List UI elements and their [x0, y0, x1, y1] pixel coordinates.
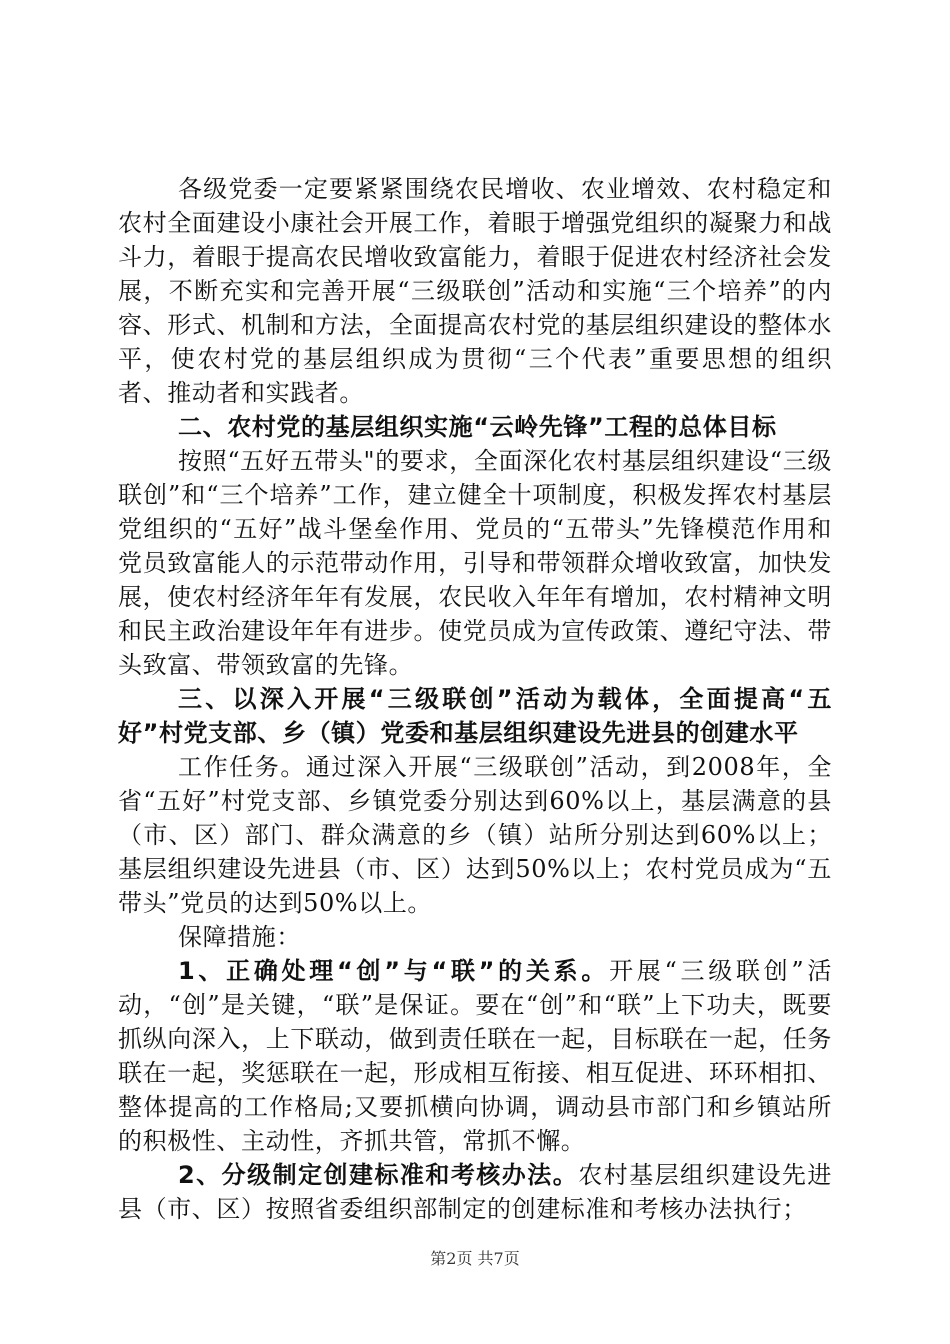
measure-2-body: 农村基层组织建设先进县（市、区）按照省委组织部制定的创建标准和考核办法执行；: [118, 1161, 832, 1223]
paragraph-safeguard-measures-label: 保障措施：: [178, 923, 301, 951]
measure-1-body: 开展“三级联创”活动，“创”是关键，“联”是保证。要在“创”和“联”上下功夫，既要抓纵向深入，上下联动，做到责任联在一起，目标联在一起，任务联在一起，奖惩联在一起，形成相互衔接、相互促进、环环相扣、整体提高的工作格局;又要抓横向协调，调动县市部门和乡镇站所的积极性、主动性，齐抓共管，常抓不懈。: [118, 957, 832, 1155]
section-heading-overall-goal: 二、农村党的基层组织实施“云岭先锋”工程的总体目标: [178, 413, 777, 441]
paragraph-measure-1: [118, 954, 832, 1158]
paragraph-party-committee-tasks: 各级党委一定要紧紧围绕农民增收、农业增效、农村稳定和农村全面建设小康社会开展工作，着眼于增强党组织的凝聚力和战斗力，着眼于提高农民增收致富能力，着眼于促进农村经济社会发展，不断充实和完善开展“三级联创”活动和实施“三个培养”的内容、形式、机制和方法，全面提高农村党的基层组织建设的整体水平，使农村党的基层组织成为贯彻“三个代表”重要思想的组织者、推动者和实践者。: [118, 175, 832, 407]
paragraph-overall-goal: 按照“五好五带头"的要求，全面深化农村基层组织建设“三级联创”和“三个培养”工作，建立健全十项制度，积极发挥农村基层党组织的“五好”战斗堡垒作用、党员的“五带头”先锋模范作用和党员致富能人的示范带动作用，引导和带领群众增收致富，加快发展，使农村经济年年有发展，农民收入年年有增加，农村精神文明和民主政治建设年年有进步。使党员成为宣传政策、遵纪守法、带头致富、带领致富的先锋。: [118, 447, 832, 679]
paragraph-work-tasks: 工作任务。通过深入开展“三级联创”活动，到2008年，全省“五好”村党支部、乡镇党委分别达到60%以上，基层满意的县（市、区）部门、群众满意的乡（镇）站所分别达到60%以上；基层组织建设先进县（市、区）达到50%以上；农村党员成为“五带头”党员的达到50%以上。: [118, 753, 832, 917]
document-body: [118, 172, 832, 1226]
page-number-footer: 第2页 共7页: [430, 1249, 520, 1268]
paragraph-measure-2: [118, 1158, 832, 1226]
measure-1-title: 1、正确处理“创”与“联”的关系。: [178, 957, 610, 985]
section-heading-three-level-campaign: 三、以深入开展“三级联创”活动为载体，全面提高“五好”村党支部、乡（镇）党委和基层组织建设先进县的创建水平: [118, 685, 832, 747]
measure-2-title: 2、分级制定创建标准和考核办法。: [178, 1161, 579, 1189]
